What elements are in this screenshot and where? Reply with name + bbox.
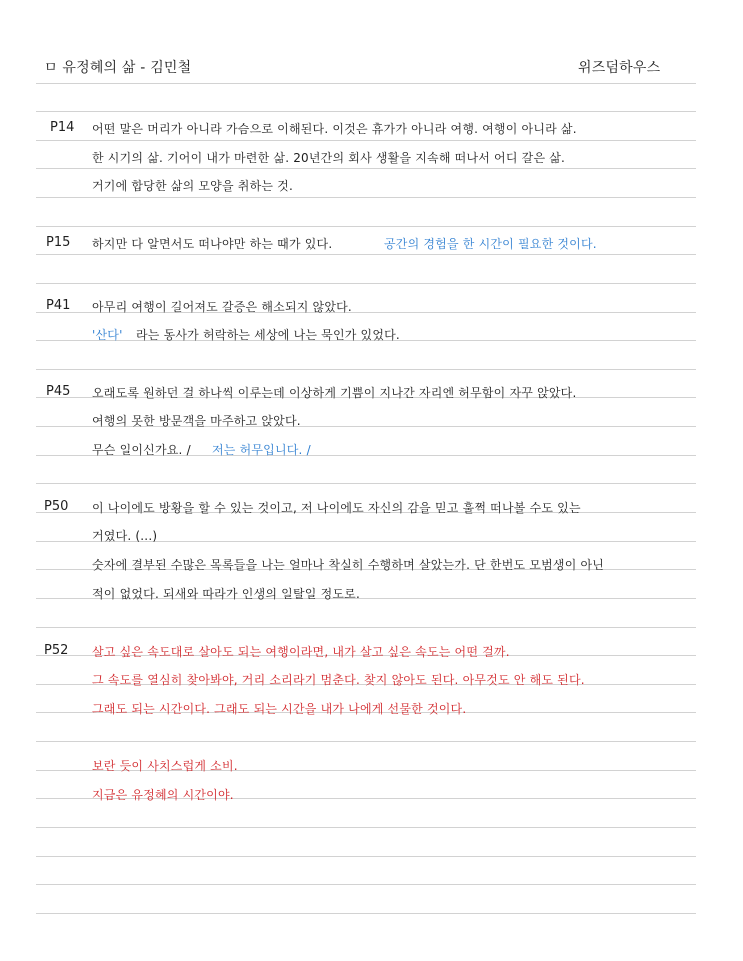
entry-line: 그 속도를 열심히 찾아봐야, 거리 소리라기 멈춘다. 찾지 않아도 된다. 아무것도 안 해도 된다. <box>92 673 585 687</box>
entry-line: 아무리 여행이 길어져도 갈증은 해소되지 않았다. <box>92 300 352 314</box>
entry-line: 무슨 일이신가요. / <box>92 443 191 457</box>
entry-line: 보란 듯이 사치스럽게 소비. <box>92 759 238 773</box>
entry-page-label: P50 <box>44 499 69 514</box>
entry-line: 이 나이에도 방황을 할 수 있는 것이고, 저 나이에도 자신의 감을 믿고 훌쩍 떠나볼 수도 있는 <box>92 501 581 515</box>
ruled-line <box>36 283 696 284</box>
ruled-line <box>36 226 696 227</box>
entry-page-label: P15 <box>46 235 71 250</box>
entry-line: 지금은 유정혜의 시간이야. <box>92 788 234 802</box>
entry-line: 라는 동사가 허락하는 세상에 나는 묵인가 있었다. <box>136 328 400 342</box>
publisher-label: 위즈덤하우스 <box>578 60 661 76</box>
entry-line: 여행의 못한 방문객을 마주하고 앉았다. <box>92 414 301 428</box>
ruled-line <box>36 369 696 370</box>
entry-page-label: P14 <box>50 120 75 135</box>
ruled-line <box>36 856 696 857</box>
ruled-line <box>36 254 696 255</box>
ruled-line <box>36 140 696 141</box>
entry-line: 하지만 다 알면서도 떠나야만 하는 때가 있다. <box>92 237 333 251</box>
entry-line: 그래도 되는 시간이다. 그래도 되는 시간을 내가 나에게 선물한 것이다. <box>92 702 467 716</box>
ruled-line <box>36 483 696 484</box>
ruled-line <box>36 168 696 169</box>
entry-line: 거기에 합당한 삶의 모양을 취하는 것. <box>92 179 293 193</box>
entry-line: 어떤 말은 머리가 아니라 가슴으로 이해된다. 이것은 휴가가 아니라 여행. 여행이 아니라 삶. <box>92 122 577 136</box>
entry-line: 오래도록 원하던 걸 하나씩 이루는데 이상하게 기쁨이 지나간 자리엔 허무함이 자꾸 앉았다. <box>92 386 577 400</box>
page-title: ㅁ 유정혜의 삶 - 김민철 <box>44 60 192 76</box>
entry-page-label: P52 <box>44 643 69 658</box>
entry-page-label: P45 <box>46 384 71 399</box>
entry-line: 한 시기의 삶. 기어이 내가 마련한 삶. 20년간의 회사 생활을 지속해 떠나서 어디 갈은 삶. <box>92 151 566 165</box>
entry-highlight-line: '산다' <box>92 328 123 342</box>
ruled-line <box>36 197 696 198</box>
ruled-line <box>36 913 696 914</box>
entry-highlight-line: 공간의 경험을 한 시간이 필요한 것이다. <box>384 237 597 251</box>
entry-page-label: P41 <box>46 298 71 313</box>
entry-line: 거였다. (...) <box>92 529 158 543</box>
entry-line: 숫자에 결부된 수많은 목록들을 나는 얼마나 착실히 수행하며 살았는가. 단 한번도 모범생이 아닌 <box>92 558 605 572</box>
ruled-line <box>36 111 696 112</box>
ruled-line <box>36 827 696 828</box>
ruled-line <box>36 627 696 628</box>
ruled-line <box>36 884 696 885</box>
ruled-line <box>36 83 696 84</box>
entry-highlight-line: 저는 허무입니다. / <box>212 443 311 457</box>
entry-line: 살고 싶은 속도대로 살아도 되는 여행이라면, 내가 살고 싶은 속도는 어떤 걸까. <box>92 645 510 659</box>
ruled-line <box>36 741 696 742</box>
entry-line: 적이 없었다. 되새와 따라가 인생의 일탈일 정도로. <box>92 587 360 601</box>
